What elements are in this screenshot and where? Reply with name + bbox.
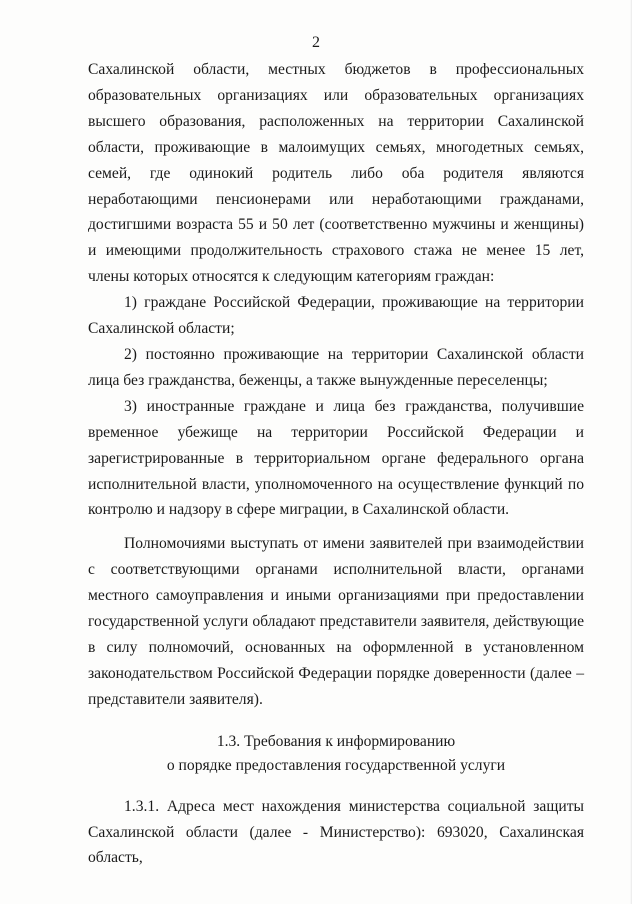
paragraph-continuation: Сахалинской области, местных бюджетов в профессиональных образовательных организациях или образовательных организациях высшего образования, расположенных на территории Сахалинской области, проживающие в малоимущих семьях, многодетных семьях, семей, где одинокий родитель либо оба родителя являются неработающими пенсионерами или неработающими гражданами, достигшими возраста 55 и 50 лет (соответственно мужчины и женщины) и имеющими продолжительность страхового стажа не менее 15 лет, члены которых относятся к следующим категориям граждан: <box>88 61 584 286</box>
list-item-1: 1) граждане Российской Федерации, проживающие на территории Сахалинской области; <box>88 294 584 338</box>
paragraph-spacer <box>88 523 584 531</box>
heading-spacer-top <box>88 713 584 730</box>
section-heading-line-1: 1.3. Требования к информированию <box>216 732 456 750</box>
list-item-3: 3) иностранные граждане и лица без гражданства, получившие временное убежище на территории Российской Федерации и зарегистрированные в территориальном органе федерального органа исполнительной власти, уполномоченного на осуществление функций по контролю и надзору в сфере миграции, в Сахалинской области. <box>88 397 584 519</box>
paragraph-addresses: 1.3.1. Адреса мест нахождения министерства социальной защиты Сахалинской области (далее - Министерство): 693020, Сахалинская область, <box>88 797 584 867</box>
section-heading-line-2: о порядке предоставления государственной услуги <box>166 756 506 774</box>
heading-spacer-bottom <box>88 778 584 794</box>
page-number: 2 <box>312 34 320 51</box>
paragraph-representatives: Полномочиями выступать от имени заявителей при взаимодействии с соответствующими органами исполнительной власти, органами местного самоуправления и иными организациями при предоставлении государственной услуги обладают представители заявителя, действующие в силу полномочий, основанных на оформленной в установленном законодательством Российской Федерации порядке доверенности (далее – представители заявителя). <box>88 535 584 708</box>
document-body <box>88 57 584 871</box>
list-item-2: 2) постоянно проживающие на территории Сахалинской области лица без гражданства, беженцы, а также вынужденные переселенцы; <box>88 345 584 389</box>
